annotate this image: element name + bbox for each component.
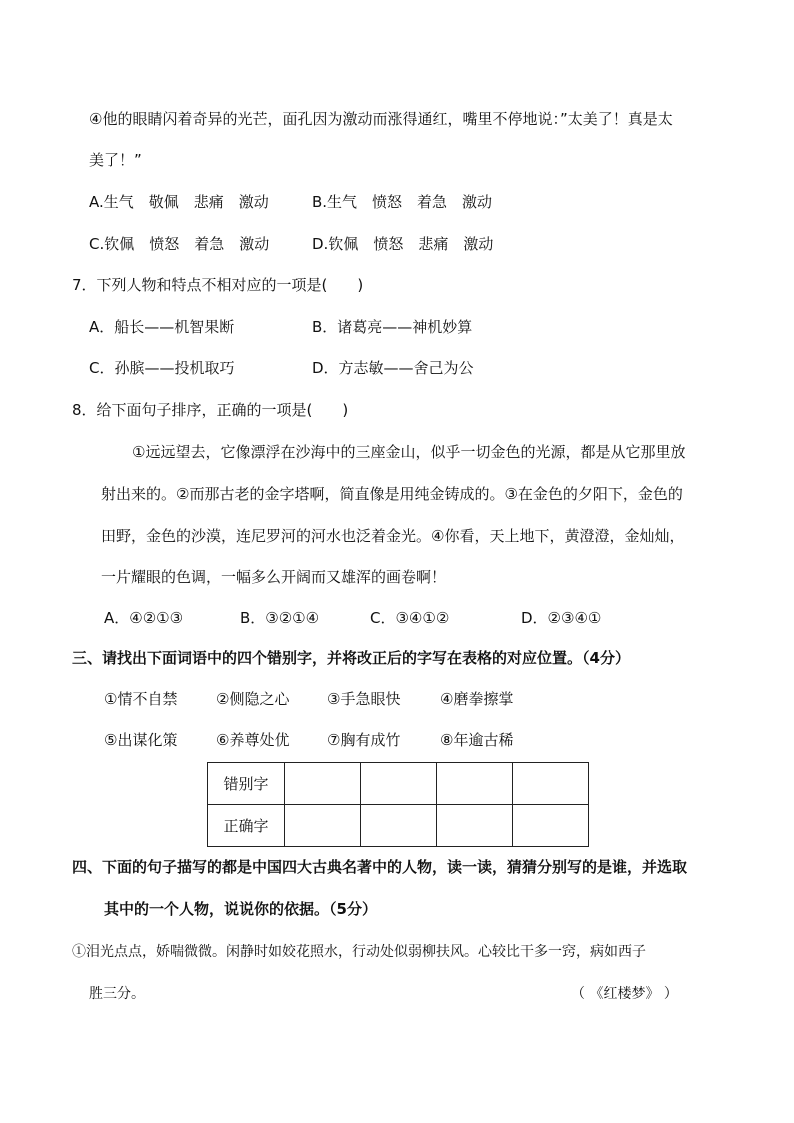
section4-title-line2: 其中的一个人物，说说你的依据。（5分） <box>104 900 377 918</box>
correct-char-label: 正确字 <box>208 805 285 847</box>
section3-word-4: ④磨拳擦掌 <box>440 690 514 708</box>
answer-cell[interactable] <box>513 805 589 847</box>
q8-passage-line4: 一片耀眼的色调，一幅多么开阔而又雄浑的画卷啊！ <box>101 568 447 586</box>
q8-option-b: B．③②①④ <box>240 609 320 627</box>
section3-word-5: ⑤出谋化策 <box>104 731 178 749</box>
q6-option-c: C.钦佩 愤怒 着急 激动 <box>89 235 270 253</box>
q6-option-d: D.钦佩 愤怒 悲痛 激动 <box>312 235 494 253</box>
table-row-correct <box>208 805 589 847</box>
table-row-wrong <box>208 763 589 805</box>
section4-title-line1: 四、下面的句子描写的都是中国四大古典名著中的人物，读一读，猜猜分别写的是谁，并选取 <box>72 858 688 876</box>
q6-item4-line1: ④他的眼睛闪着奇异的光芒，面孔因为激动而涨得通红，嘴里不停地说：”太美了！真是太 <box>89 110 673 128</box>
section3-word-7: ⑦胸有成竹 <box>327 731 401 749</box>
section3-word-6: ⑥养尊处优 <box>216 731 290 749</box>
q6-item4-line2: 美了！” <box>89 151 142 169</box>
answer-cell[interactable] <box>513 763 589 805</box>
q6-option-a: A.生气 敬佩 悲痛 激动 <box>89 193 269 211</box>
q8-option-a: A．④②①③ <box>104 609 184 627</box>
q7-option-d: D．方志敏——舍己为公 <box>312 359 474 377</box>
q8-option-c: C．③④①② <box>370 609 450 627</box>
q7-option-c: C．孙膑——投机取巧 <box>89 359 235 377</box>
q8-passage-line3: 田野，金色的沙漠，连尼罗河的河水也泛着金光。④你看，天上地下，黄澄澄，金灿灿， <box>101 527 685 545</box>
q6-option-b: B.生气 愤怒 着急 激动 <box>312 193 493 211</box>
section3-word-2: ②侧隐之心 <box>216 690 290 708</box>
q7-stem: 7．下列人物和特点不相对应的一项是( ) <box>72 276 364 294</box>
q8-passage-line2: 射出来的。②而那古老的金字塔啊，简直像是用纯金铸成的。③在金色的夕阳下，金色的 <box>101 485 683 503</box>
q7-option-b: B．诸葛亮——神机妙算 <box>312 318 473 336</box>
answer-cell[interactable] <box>361 805 437 847</box>
answer-cell[interactable] <box>285 763 361 805</box>
section3-word-1: ①情不自禁 <box>104 690 178 708</box>
correction-table <box>207 762 589 847</box>
section3-word-3: ③手急眼快 <box>327 690 401 708</box>
answer-cell[interactable] <box>437 763 513 805</box>
q8-option-d: D．②③④① <box>521 609 602 627</box>
answer-cell[interactable] <box>437 805 513 847</box>
q8-stem: 8．给下面句子排序，正确的一项是( ) <box>72 401 349 419</box>
section3-word-8: ⑧年逾古稀 <box>440 731 514 749</box>
q8-passage-line1: ①远远望去，它像漂浮在沙海中的三座金山，似乎一切金色的光源，都是从它那里放 <box>132 443 686 461</box>
q7-option-a: A．船长——机智果断 <box>89 318 235 336</box>
section4-item1-line1: ①泪光点点，娇喘微微。闲静时如姣花照水，行动处似弱柳扶风。心较比干多一窍，病如西子 <box>72 944 646 960</box>
section4-item1-line2: 胜三分。 <box>89 986 145 1002</box>
answer-cell[interactable] <box>361 763 437 805</box>
section3-title: 三、请找出下面词语中的四个错别字，并将改正后的字写在表格的对应位置。（4分） <box>72 649 630 667</box>
wrong-char-label: 错别字 <box>208 763 285 805</box>
section4-item1-source: （ 《红楼梦》 ） <box>571 986 678 1002</box>
answer-cell[interactable] <box>285 805 361 847</box>
